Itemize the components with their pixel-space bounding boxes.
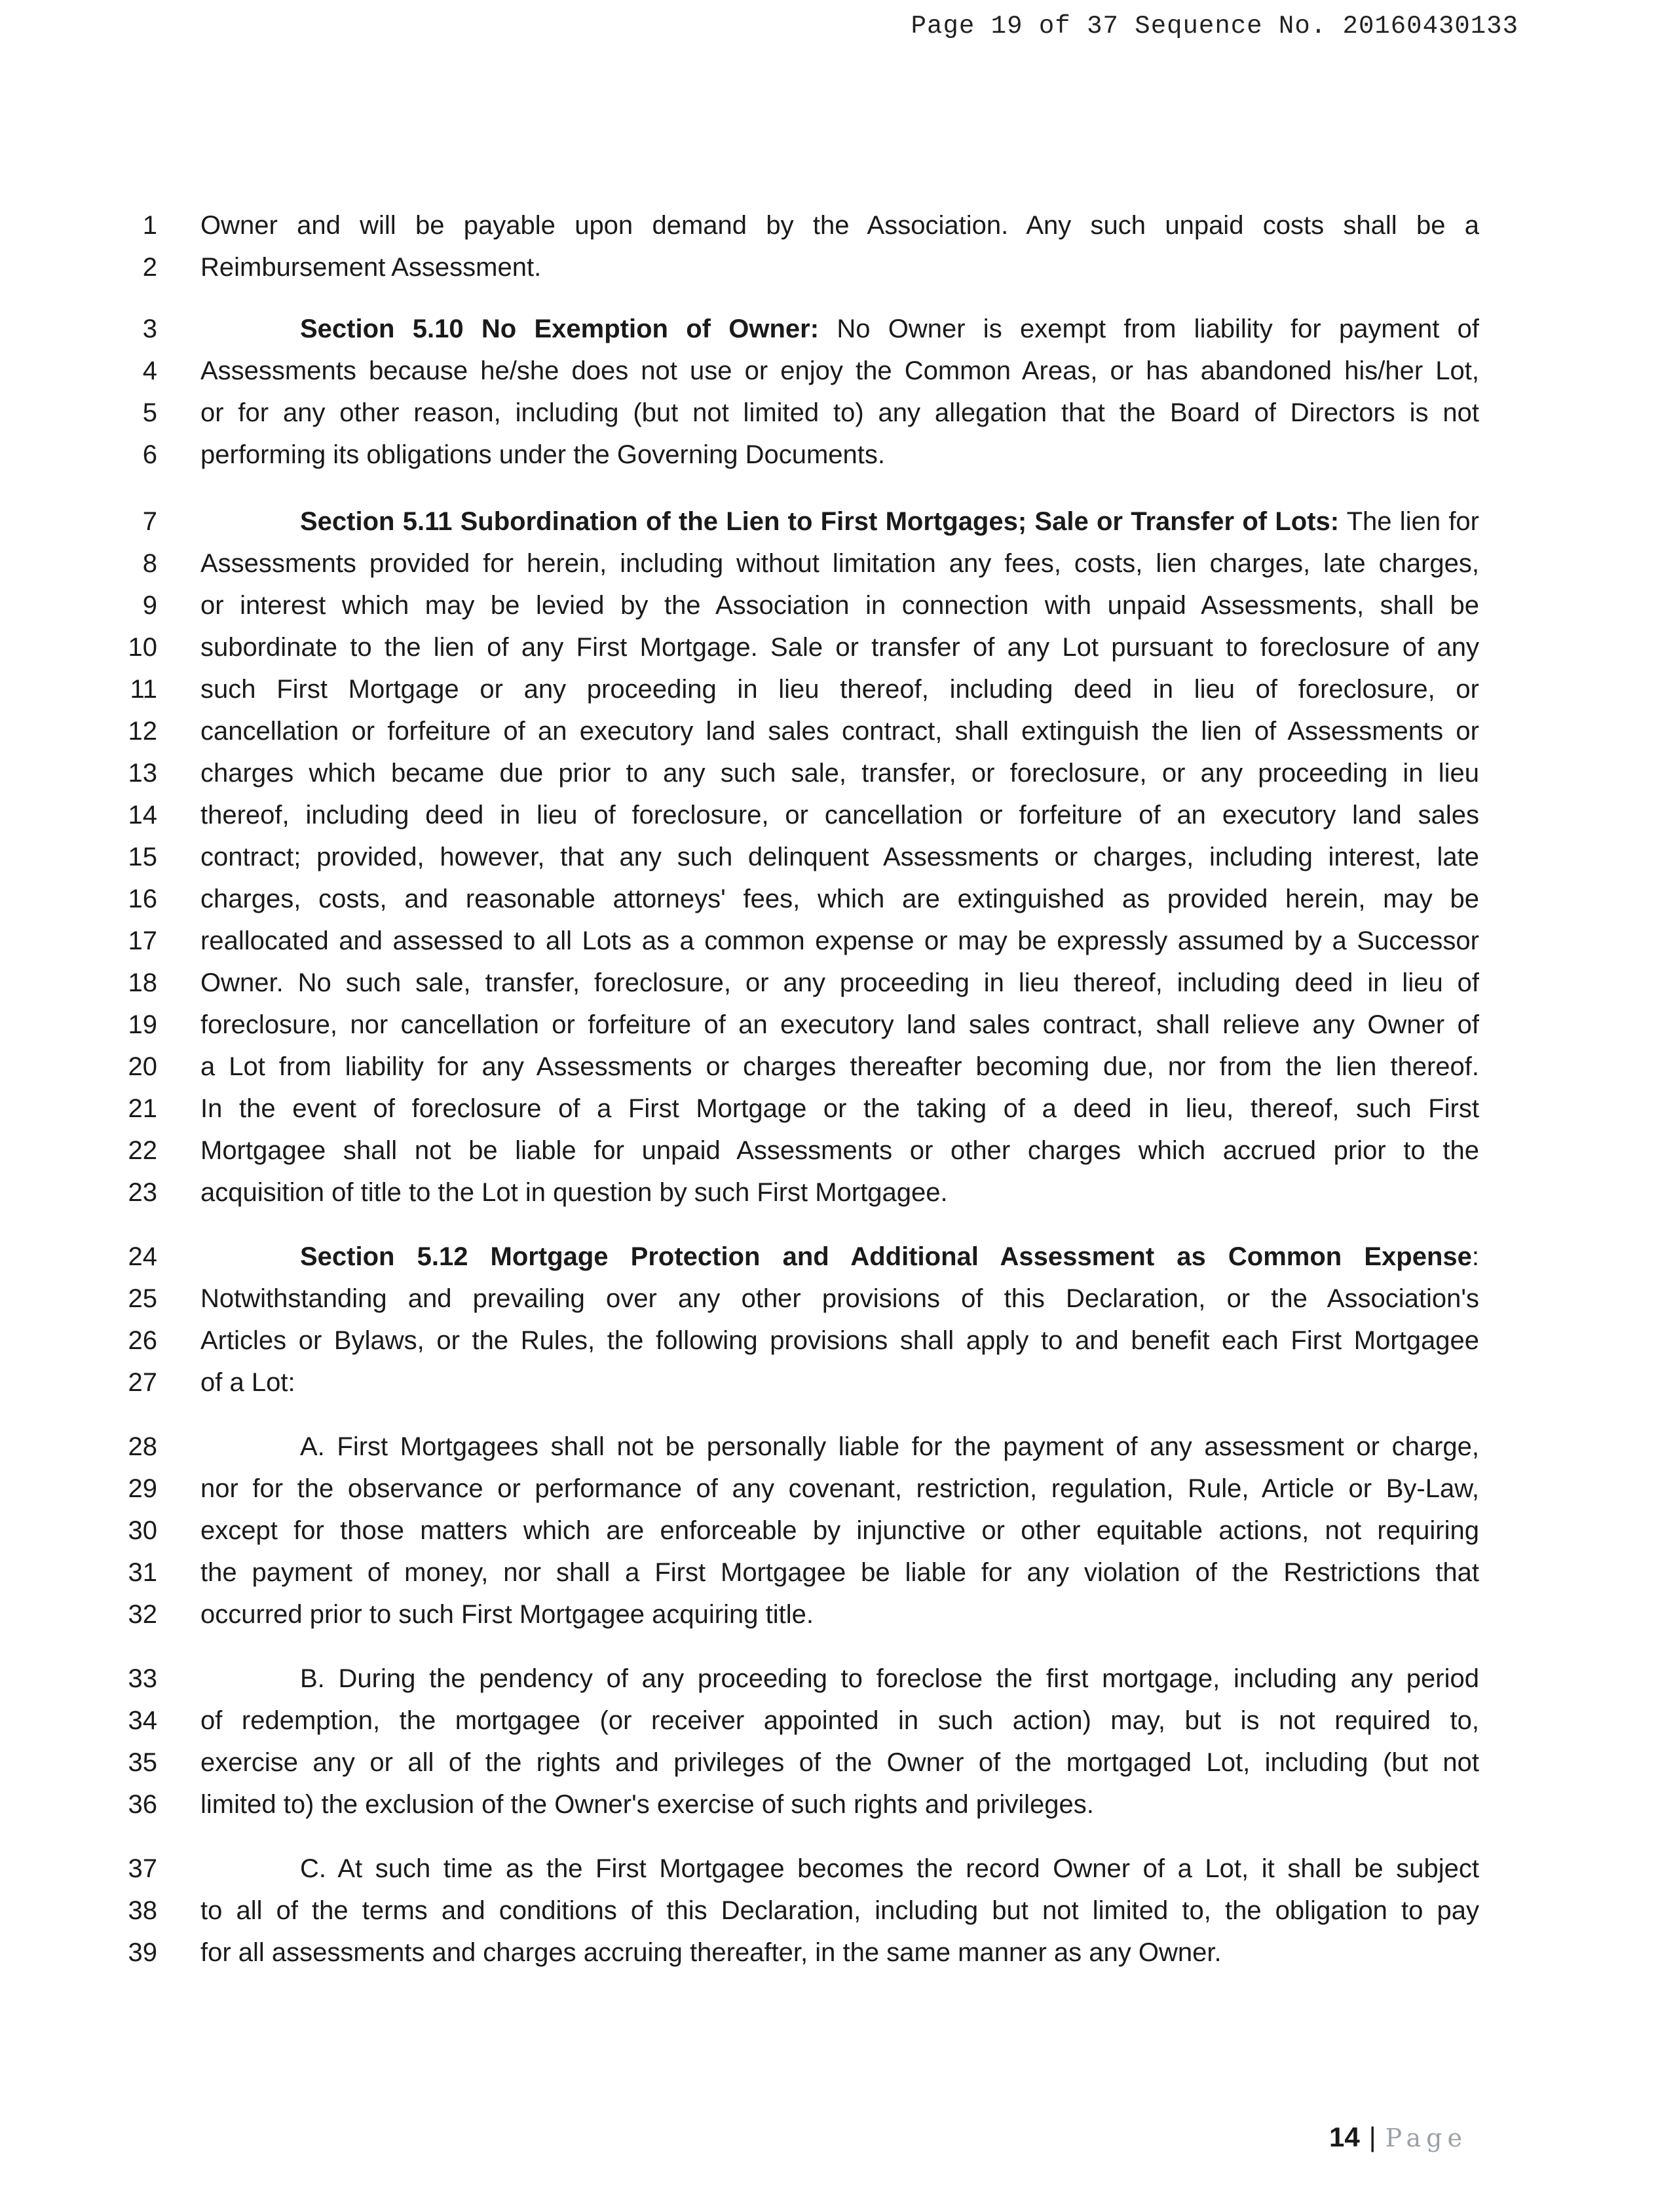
- line-number: 1: [142, 211, 157, 240]
- line-text: performing its obligations under the Governing Documents.: [200, 440, 885, 469]
- line-number: 33: [128, 1664, 157, 1693]
- line-text: or for any other reason, including (but not limited to) any allegation that the Board of Directors is not: [200, 398, 1479, 427]
- section-heading: Section 5.11 Subordination of the Lien to First Mortgages; Sale or Transfer of Lots:: [300, 507, 1340, 536]
- line-number: 19: [128, 1010, 157, 1039]
- document-line: [0, 501, 1677, 543]
- document-line: [0, 836, 1677, 878]
- document-line: [0, 1510, 1677, 1552]
- section-text: The lien for: [1346, 507, 1479, 536]
- document-line: [0, 1848, 1677, 1890]
- line-number: 2: [142, 253, 157, 282]
- line-text: a Lot from liability for any Assessments or charges thereafter becoming due, nor from the lien thereof.: [200, 1052, 1479, 1081]
- line-text: cancellation or forfeiture of an executory land sales contract, shall extinguish the lien of Assessments or: [200, 717, 1479, 746]
- line-text: A. First Mortgagees shall not be personally liable for the payment of any assessment or charge,: [300, 1432, 1479, 1461]
- document-line: [0, 710, 1677, 752]
- line-text: B. During the pendency of any proceeding to foreclose the first mortgage, including any period: [300, 1664, 1479, 1693]
- line-text: Assessments because he/she does not use or enjoy the Common Areas, or has abandoned his/her Lot,: [200, 356, 1479, 385]
- line-number: 4: [142, 356, 157, 385]
- line-text: Mortgagee shall not be liable for unpaid Assessments or other charges which accrued prior to the: [200, 1136, 1479, 1165]
- document-line: [0, 1004, 1677, 1046]
- line-text: of a Lot:: [200, 1368, 295, 1397]
- line-number: 3: [142, 315, 157, 343]
- line-number: 17: [128, 926, 157, 955]
- section-text: :: [1471, 1242, 1479, 1271]
- page-label: Page: [1385, 2124, 1467, 2152]
- line-text: occurred prior to such First Mortgagee acquiring title.: [200, 1600, 814, 1629]
- line-number: 38: [128, 1896, 157, 1925]
- line-number: 6: [142, 440, 157, 469]
- section-heading: Section 5.10 No Exemption of Owner:: [300, 315, 820, 343]
- line-number: 26: [128, 1326, 157, 1355]
- page-footer: [1329, 2122, 1467, 2153]
- document-line: [0, 1890, 1677, 1932]
- line-text: thereof, including deed in lieu of foreclosure, or cancellation or forfeiture of an executory land sales: [200, 801, 1479, 830]
- page-number: 14: [1329, 2122, 1360, 2152]
- document-line: [0, 204, 1677, 246]
- line-number: 24: [128, 1242, 157, 1271]
- document-line: [0, 626, 1677, 668]
- document-line: [0, 1088, 1677, 1130]
- line-number: 7: [142, 507, 157, 536]
- line-text: foreclosure, nor cancellation or forfeiture of an executory land sales contract, shall relieve any Owner of: [200, 1010, 1479, 1039]
- document-header: Page 19 of 37 Sequence No. 20160430133: [911, 12, 1518, 41]
- line-number: 16: [128, 885, 157, 913]
- document-line: [0, 1320, 1677, 1362]
- line-number: 27: [128, 1368, 157, 1397]
- line-number: 30: [128, 1516, 157, 1545]
- document-line: [0, 1783, 1677, 1825]
- line-number: 10: [128, 633, 157, 662]
- line-number: 20: [128, 1052, 157, 1081]
- line-text: Articles or Bylaws, or the Rules, the following provisions shall apply to and benefit each First Mortgagee: [200, 1326, 1479, 1355]
- line-text: exercise any or all of the rights and privileges of the Owner of the mortgaged Lot, including (but not: [200, 1748, 1479, 1777]
- line-text: Notwithstanding and prevailing over any other provisions of this Declaration, or the Association's: [200, 1284, 1479, 1313]
- line-number: 39: [128, 1938, 157, 1967]
- line-number: 14: [128, 801, 157, 830]
- document-line: [0, 1278, 1677, 1320]
- line-number: 18: [128, 968, 157, 997]
- document-line: [0, 350, 1677, 392]
- line-number: 9: [142, 591, 157, 620]
- line-number: 31: [128, 1558, 157, 1587]
- document-line: [0, 246, 1677, 288]
- line-number: 15: [128, 843, 157, 871]
- section-text: No Owner is exempt from liability for payment of: [837, 315, 1479, 343]
- line-text: [300, 501, 1479, 543]
- line-text: [300, 1236, 1479, 1278]
- document-line: [0, 543, 1677, 584]
- line-number: 37: [128, 1854, 157, 1883]
- line-text: reallocated and assessed to all Lots as a common expense or may be expressly assumed by a Successor: [200, 926, 1479, 955]
- document-line: [0, 1593, 1677, 1635]
- line-number: 36: [128, 1790, 157, 1819]
- document-line: [0, 1172, 1677, 1213]
- line-text: subordinate to the lien of any First Mortgage. Sale or transfer of any Lot pursuant to foreclosure of any: [200, 633, 1479, 662]
- line-text: limited to) the exclusion of the Owner's exercise of such rights and privileges.: [200, 1790, 1094, 1819]
- document-line: [0, 434, 1677, 476]
- line-text: for all assessments and charges accruing thereafter, in the same manner as any Owner.: [200, 1938, 1222, 1967]
- line-text: In the event of foreclosure of a First Mortgage or the taking of a deed in lieu, thereof, such First: [200, 1094, 1479, 1123]
- document-line: [0, 1426, 1677, 1468]
- line-number: 25: [128, 1284, 157, 1313]
- document-line: [0, 1236, 1677, 1278]
- line-text: charges, costs, and reasonable attorneys' fees, which are extinguished as provided herein, may be: [200, 885, 1479, 913]
- footer-separator: |: [1368, 2122, 1376, 2152]
- line-text: Reimbursement Assessment.: [200, 253, 542, 282]
- line-number: 22: [128, 1136, 157, 1165]
- document-line: [0, 1932, 1677, 1974]
- document-line: [0, 1658, 1677, 1700]
- document-line: [0, 920, 1677, 962]
- document-line: [0, 1552, 1677, 1593]
- line-number: 28: [128, 1432, 157, 1461]
- line-number: 11: [130, 675, 157, 704]
- line-text: Owner and will be payable upon demand by the Association. Any such unpaid costs shall be a: [200, 211, 1479, 240]
- document-line: [0, 584, 1677, 626]
- line-text: to all of the terms and conditions of this Declaration, including but not limited to, the obligation to pay: [200, 1896, 1479, 1925]
- line-number: 13: [128, 759, 157, 788]
- document-line: [0, 308, 1677, 350]
- document-line: [0, 392, 1677, 434]
- document-line: [0, 1130, 1677, 1172]
- line-text: Assessments provided for herein, including without limitation any fees, costs, lien charges, late charges,: [200, 549, 1479, 578]
- line-text: of redemption, the mortgagee (or receiver appointed in such action) may, but is not required to,: [200, 1706, 1479, 1735]
- section-heading: Section 5.12 Mortgage Protection and Additional Assessment as Common Expense: [300, 1242, 1472, 1271]
- document-line: [0, 794, 1677, 836]
- line-text: such First Mortgage or any proceeding in lieu thereof, including deed in lieu of foreclosure, or: [200, 675, 1479, 704]
- document-line: [0, 878, 1677, 920]
- document-line: [0, 1742, 1677, 1783]
- line-text: charges which became due prior to any such sale, transfer, or foreclosure, or any proceeding in lieu: [200, 759, 1479, 788]
- line-text: [300, 308, 1479, 350]
- document-line: [0, 668, 1677, 710]
- line-number: 23: [128, 1178, 157, 1207]
- line-text: nor for the observance or performance of any covenant, restriction, regulation, Rule, Article or By-Law,: [200, 1474, 1479, 1503]
- line-number: 12: [128, 717, 157, 746]
- line-text: the payment of money, nor shall a First Mortgagee be liable for any violation of the Restrictions that: [200, 1558, 1479, 1587]
- line-text: or interest which may be levied by the Association in connection with unpaid Assessments, shall be: [200, 591, 1479, 620]
- document-line: [0, 752, 1677, 794]
- line-number: 21: [128, 1094, 157, 1123]
- document-line: [0, 1700, 1677, 1742]
- line-text: Owner. No such sale, transfer, foreclosure, or any proceeding in lieu thereof, including deed in lieu of: [200, 968, 1479, 997]
- line-number: 34: [128, 1706, 157, 1735]
- line-text: contract; provided, however, that any such delinquent Assessments or charges, including interest, late: [200, 843, 1479, 871]
- line-number: 5: [142, 398, 157, 427]
- document-line: [0, 962, 1677, 1004]
- line-text: except for those matters which are enforceable by injunctive or other equitable actions, not requiring: [200, 1516, 1479, 1545]
- line-text: acquisition of title to the Lot in question by such First Mortgagee.: [200, 1178, 948, 1207]
- line-text: C. At such time as the First Mortgagee becomes the record Owner of a Lot, it shall be subject: [300, 1854, 1479, 1883]
- document-line: [0, 1362, 1677, 1403]
- document-line: [0, 1468, 1677, 1510]
- document-line: [0, 1046, 1677, 1088]
- line-number: 8: [142, 549, 157, 578]
- line-number: 35: [128, 1748, 157, 1777]
- line-number: 32: [128, 1600, 157, 1629]
- line-number: 29: [128, 1474, 157, 1503]
